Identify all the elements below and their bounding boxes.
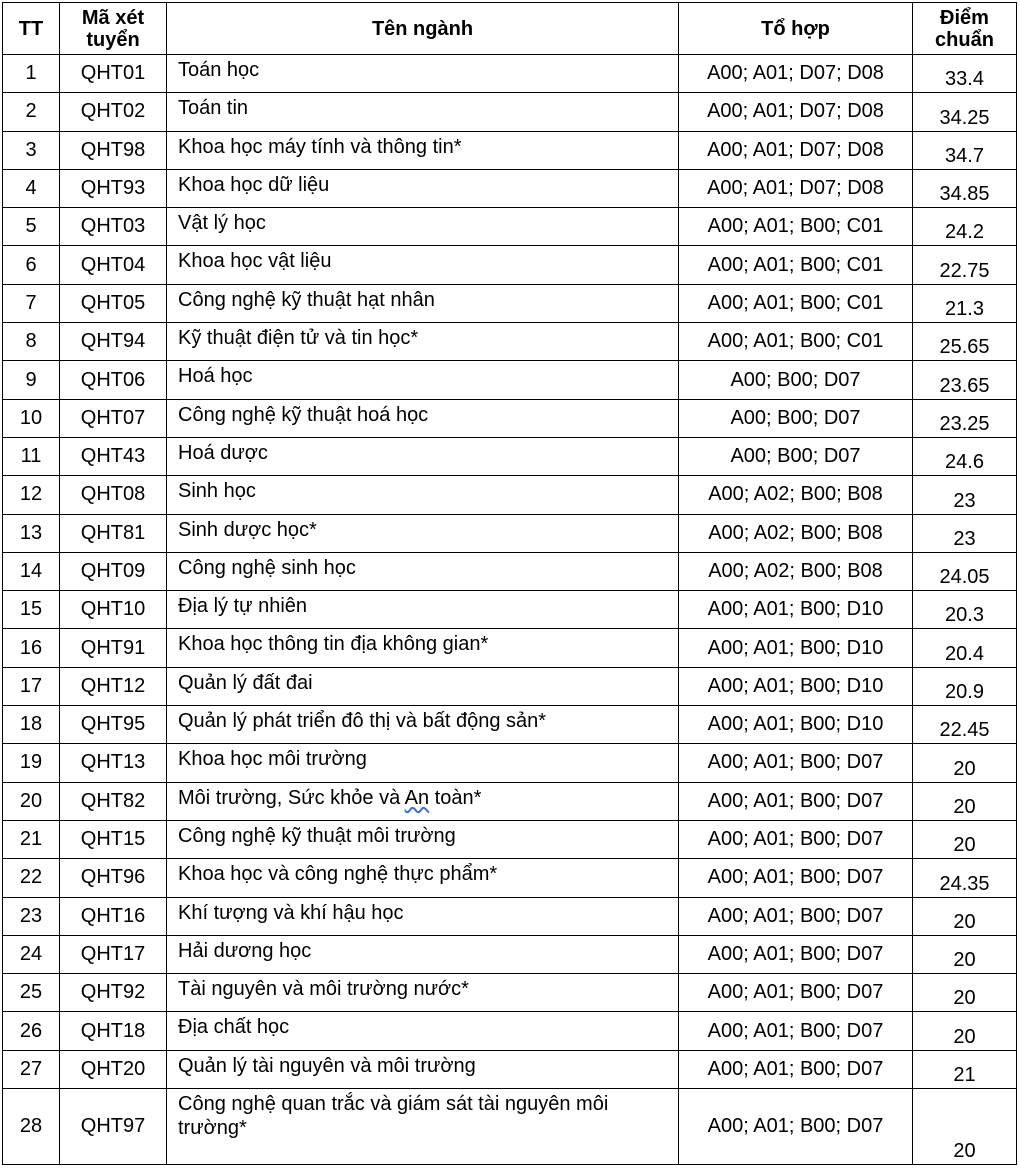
cell-tt: 28 xyxy=(3,1089,60,1165)
table-row xyxy=(3,169,1017,207)
cell-tt: 22 xyxy=(3,859,60,897)
cell-tt: 16 xyxy=(3,629,60,667)
cell-ten-nganh: Địa lý tự nhiên xyxy=(167,591,679,629)
table-row xyxy=(3,897,1017,935)
cell-diem-chuan: 20 xyxy=(913,897,1017,935)
cell-ten-nganh: Khoa học và công nghệ thực phẩm* xyxy=(167,859,679,897)
cell-ma: QHT03 xyxy=(60,208,167,246)
admission-score-table xyxy=(2,2,1017,1165)
cell-ten-nganh: Công nghệ kỹ thuật hạt nhân xyxy=(167,284,679,322)
table-row xyxy=(3,859,1017,897)
cell-to-hop: A00; A01; B00; D07 xyxy=(679,820,913,858)
cell-diem-chuan: 20 xyxy=(913,820,1017,858)
cell-diem-chuan: 22.45 xyxy=(913,706,1017,744)
cell-ma: QHT92 xyxy=(60,974,167,1012)
cell-ten-nganh: Quản lý phát triển đô thị và bất động sản* xyxy=(167,706,679,744)
cell-ten-nganh: Công nghệ kỹ thuật hoá học xyxy=(167,399,679,437)
cell-ma: QHT02 xyxy=(60,93,167,131)
header-ma-xet-tuyen xyxy=(60,3,167,55)
cell-tt: 11 xyxy=(3,437,60,475)
cell-diem-chuan: 20 xyxy=(913,782,1017,820)
cell-ma: QHT96 xyxy=(60,859,167,897)
cell-to-hop: A00; B00; D07 xyxy=(679,437,913,475)
cell-to-hop: A00; A01; D07; D08 xyxy=(679,93,913,131)
cell-to-hop: A00; A01; B00; D07 xyxy=(679,744,913,782)
cell-tt: 8 xyxy=(3,323,60,361)
table-row xyxy=(3,131,1017,169)
cell-tt: 18 xyxy=(3,706,60,744)
cell-tt: 13 xyxy=(3,514,60,552)
cell-to-hop: A00; A01; B00; D07 xyxy=(679,859,913,897)
cell-ma: QHT82 xyxy=(60,782,167,820)
cell-diem-chuan: 23 xyxy=(913,514,1017,552)
table-row xyxy=(3,782,1017,820)
cell-ten-nganh: Công nghệ kỹ thuật môi trường xyxy=(167,820,679,858)
cell-ten-nganh: Khoa học máy tính và thông tin* xyxy=(167,131,679,169)
cell-diem-chuan: 25.65 xyxy=(913,323,1017,361)
table-row xyxy=(3,361,1017,399)
table-row xyxy=(3,974,1017,1012)
cell-ten-nganh: Khoa học vật liệu xyxy=(167,246,679,284)
cell-to-hop: A00; A01; B00; D07 xyxy=(679,1050,913,1088)
cell-ma: QHT43 xyxy=(60,437,167,475)
cell-diem-chuan: 33.4 xyxy=(913,55,1017,93)
cell-ten-nganh: Toán học xyxy=(167,55,679,93)
cell-ten-nganh: Sinh dược học* xyxy=(167,514,679,552)
cell-ten-nganh: Tài nguyên và môi trường nước* xyxy=(167,974,679,1012)
cell-tt: 9 xyxy=(3,361,60,399)
cell-to-hop: A00; A02; B00; B08 xyxy=(679,476,913,514)
table-row xyxy=(3,246,1017,284)
cell-diem-chuan: 22.75 xyxy=(913,246,1017,284)
table-row xyxy=(3,93,1017,131)
cell-to-hop: A00; A01; D07; D08 xyxy=(679,55,913,93)
cell-to-hop: A00; A01; B00; C01 xyxy=(679,208,913,246)
table-row xyxy=(3,744,1017,782)
cell-ten-nganh: Quản lý đất đai xyxy=(167,667,679,705)
cell-to-hop: A00; A01; B00; C01 xyxy=(679,246,913,284)
cell-ma: QHT98 xyxy=(60,131,167,169)
cell-ma: QHT97 xyxy=(60,1089,167,1165)
cell-diem-chuan: 23.65 xyxy=(913,361,1017,399)
cell-diem-chuan: 24.6 xyxy=(913,437,1017,475)
header-ma-line1: Mã xét xyxy=(81,6,145,29)
cell-ten-nganh: Khí tượng và khí hậu học xyxy=(167,897,679,935)
cell-tt: 4 xyxy=(3,169,60,207)
cell-diem-chuan: 20 xyxy=(913,1012,1017,1050)
cell-ma: QHT94 xyxy=(60,323,167,361)
cell-ten-nganh: Quản lý tài nguyên và môi trường xyxy=(167,1050,679,1088)
header-tt: TT xyxy=(3,3,60,55)
cell-ten-nganh: Toán tin xyxy=(167,93,679,131)
table-row xyxy=(3,667,1017,705)
table-row xyxy=(3,629,1017,667)
spellcheck-marked-word: An xyxy=(404,786,430,809)
cell-diem-chuan: 23.25 xyxy=(913,399,1017,437)
cell-diem-chuan: 24.35 xyxy=(913,859,1017,897)
cell-tt: 14 xyxy=(3,552,60,590)
cell-ten-nganh: Hoá học xyxy=(167,361,679,399)
table-row xyxy=(3,552,1017,590)
cell-tt: 23 xyxy=(3,897,60,935)
cell-ma: QHT10 xyxy=(60,591,167,629)
cell-tt: 24 xyxy=(3,935,60,973)
table-row xyxy=(3,284,1017,322)
table-row xyxy=(3,323,1017,361)
table-row xyxy=(3,820,1017,858)
cell-tt: 20 xyxy=(3,782,60,820)
cell-ma: QHT20 xyxy=(60,1050,167,1088)
cell-tt: 27 xyxy=(3,1050,60,1088)
cell-diem-chuan: 20 xyxy=(913,1089,1017,1165)
cell-diem-chuan: 21.3 xyxy=(913,284,1017,322)
table-row xyxy=(3,476,1017,514)
cell-ten-nganh: Vật lý học xyxy=(167,208,679,246)
cell-ma: QHT06 xyxy=(60,361,167,399)
header-diem-chuan xyxy=(913,3,1017,55)
cell-to-hop: A00; A02; B00; B08 xyxy=(679,514,913,552)
cell-diem-chuan: 20.9 xyxy=(913,667,1017,705)
table-row xyxy=(3,935,1017,973)
cell-ten-nganh: Sinh học xyxy=(167,476,679,514)
cell-ten-nganh: Khoa học môi trường xyxy=(167,744,679,782)
cell-ten-nganh: Khoa học thông tin địa không gian* xyxy=(167,629,679,667)
cell-to-hop: A00; A01; B00; D07 xyxy=(679,782,913,820)
cell-tt: 10 xyxy=(3,399,60,437)
header-diem-line1: Điểm xyxy=(940,6,989,29)
cell-diem-chuan: 21 xyxy=(913,1050,1017,1088)
cell-tt: 12 xyxy=(3,476,60,514)
cell-ma: QHT91 xyxy=(60,629,167,667)
cell-tt: 7 xyxy=(3,284,60,322)
table-row xyxy=(3,1050,1017,1088)
cell-tt: 5 xyxy=(3,208,60,246)
header-ten-nganh: Tên ngành xyxy=(167,3,679,55)
table-row xyxy=(3,208,1017,246)
cell-ma: QHT17 xyxy=(60,935,167,973)
cell-ma: QHT08 xyxy=(60,476,167,514)
table-row xyxy=(3,1089,1017,1165)
cell-diem-chuan: 20.4 xyxy=(913,629,1017,667)
cell-to-hop: A00; A01; B00; C01 xyxy=(679,323,913,361)
table-row xyxy=(3,55,1017,93)
cell-to-hop: A00; A01; B00; D10 xyxy=(679,667,913,705)
cell-ten-nganh: Công nghệ sinh học xyxy=(167,552,679,590)
cell-to-hop: A00; A01; B00; D07 xyxy=(679,974,913,1012)
cell-tt: 2 xyxy=(3,93,60,131)
header-to-hop: Tổ hợp xyxy=(679,3,913,55)
cell-ma: QHT07 xyxy=(60,399,167,437)
cell-to-hop: A00; A01; B00; D10 xyxy=(679,629,913,667)
cell-diem-chuan: 34.85 xyxy=(913,169,1017,207)
table-row xyxy=(3,437,1017,475)
cell-ma: QHT93 xyxy=(60,169,167,207)
table-row xyxy=(3,706,1017,744)
cell-to-hop: A00; A02; B00; B08 xyxy=(679,552,913,590)
cell-diem-chuan: 20 xyxy=(913,935,1017,973)
cell-tt: 3 xyxy=(3,131,60,169)
cell-tt: 21 xyxy=(3,820,60,858)
cell-to-hop: A00; B00; D07 xyxy=(679,361,913,399)
cell-to-hop: A00; A01; B00; D07 xyxy=(679,1012,913,1050)
cell-tt: 26 xyxy=(3,1012,60,1050)
cell-tt: 19 xyxy=(3,744,60,782)
cell-ten-nganh xyxy=(167,782,679,820)
cell-ten-nganh: Kỹ thuật điện tử và tin học* xyxy=(167,323,679,361)
cell-tt: 1 xyxy=(3,55,60,93)
header-row xyxy=(3,3,1017,55)
cell-ma: QHT12 xyxy=(60,667,167,705)
cell-diem-chuan: 20 xyxy=(913,974,1017,1012)
cell-ten-nganh: Địa chất học xyxy=(167,1012,679,1050)
cell-tt: 6 xyxy=(3,246,60,284)
header-ma-line2: tuyển xyxy=(86,28,140,51)
cell-to-hop: A00; A01; B00; D07 xyxy=(679,1089,913,1165)
cell-ma: QHT81 xyxy=(60,514,167,552)
cell-to-hop: A00; A01; D07; D08 xyxy=(679,131,913,169)
header-diem-line2: chuẩn xyxy=(935,28,994,51)
cell-ma: QHT95 xyxy=(60,706,167,744)
cell-to-hop: A00; A01; D07; D08 xyxy=(679,169,913,207)
table-row xyxy=(3,591,1017,629)
cell-ma: QHT15 xyxy=(60,820,167,858)
cell-ten-nganh: Công nghệ quan trắc và giám sát tài nguyên môi trường* xyxy=(167,1089,679,1165)
cell-ma: QHT18 xyxy=(60,1012,167,1050)
ten-part-after: toàn* xyxy=(429,786,482,809)
table-row xyxy=(3,399,1017,437)
cell-ma: QHT09 xyxy=(60,552,167,590)
cell-to-hop: A00; A01; B00; D07 xyxy=(679,935,913,973)
cell-ma: QHT05 xyxy=(60,284,167,322)
cell-to-hop: A00; A01; B00; D10 xyxy=(679,591,913,629)
cell-tt: 17 xyxy=(3,667,60,705)
cell-ma: QHT04 xyxy=(60,246,167,284)
table-row xyxy=(3,1012,1017,1050)
cell-diem-chuan: 23 xyxy=(913,476,1017,514)
cell-to-hop: A00; A01; B00; C01 xyxy=(679,284,913,322)
ten-part-before: Môi trường, Sức khỏe và xyxy=(178,786,405,809)
table-row xyxy=(3,514,1017,552)
cell-diem-chuan: 24.05 xyxy=(913,552,1017,590)
cell-ma: QHT01 xyxy=(60,55,167,93)
cell-to-hop: A00; A01; B00; D10 xyxy=(679,706,913,744)
cell-diem-chuan: 34.7 xyxy=(913,131,1017,169)
cell-tt: 15 xyxy=(3,591,60,629)
cell-ten-nganh: Hoá dược xyxy=(167,437,679,475)
cell-ma: QHT13 xyxy=(60,744,167,782)
cell-diem-chuan: 24.2 xyxy=(913,208,1017,246)
cell-to-hop: A00; A01; B00; D07 xyxy=(679,897,913,935)
cell-ten-nganh: Hải dương học xyxy=(167,935,679,973)
cell-ma: QHT16 xyxy=(60,897,167,935)
cell-diem-chuan: 20 xyxy=(913,744,1017,782)
cell-to-hop: A00; B00; D07 xyxy=(679,399,913,437)
cell-diem-chuan: 34.25 xyxy=(913,93,1017,131)
cell-ten-nganh: Khoa học dữ liệu xyxy=(167,169,679,207)
cell-diem-chuan: 20.3 xyxy=(913,591,1017,629)
cell-tt: 25 xyxy=(3,974,60,1012)
